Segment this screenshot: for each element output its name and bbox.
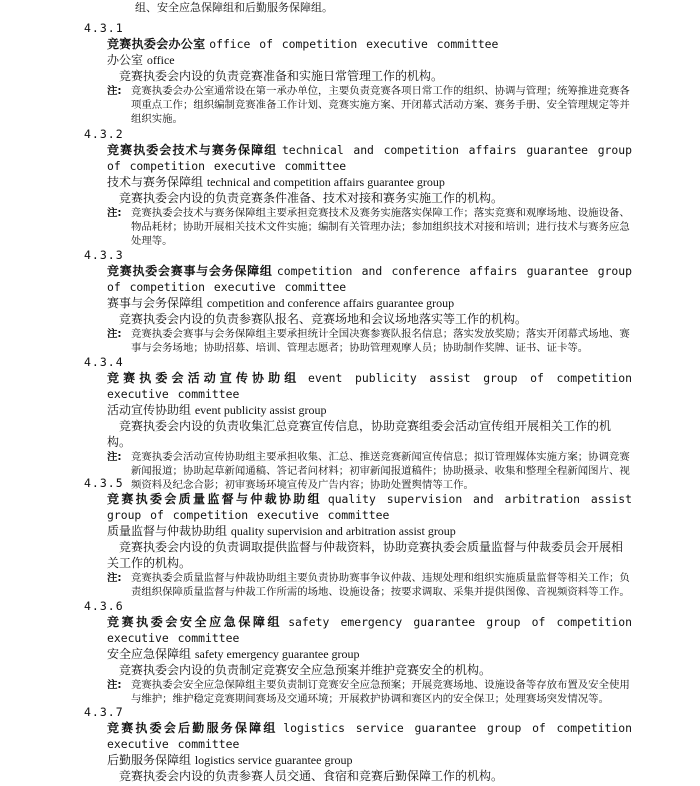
synonym-line	[107, 752, 632, 768]
synonym-line	[107, 174, 632, 190]
synonym-en: technical and competition affairs guarantee group	[206, 175, 445, 189]
term-heading	[107, 263, 632, 295]
term-heading	[107, 614, 632, 646]
synonym-zh: 技术与赛务保障组	[107, 175, 204, 189]
synonym-zh: 活动宣传协助组	[107, 403, 192, 417]
clause-4-3-3	[84, 247, 644, 355]
term-heading	[107, 36, 632, 52]
term-en: office of competition executive committee	[209, 37, 499, 51]
synonym-line	[107, 646, 632, 662]
clause-number: 4.3.1	[84, 21, 124, 35]
definition: 竞赛执委会内设的负责竞赛条件准备、技术对接和赛务实施工作的机构。	[119, 191, 504, 205]
term-zh: 竞赛执委会活动宣传协助组	[107, 371, 301, 385]
term-en: quality supervision and arbitration assist group of competition executive committee	[107, 492, 632, 522]
clause-number: 4.3.3	[84, 248, 124, 262]
clause-number: 4.3.5	[84, 476, 124, 490]
note-text: 竞赛执委会办公室通常设在第一承办单位，主要负责竞赛各项日常工作的组织、协调与管理；统筹推进竞赛各项重点工作；组织编制竞赛准备工作计划、竞赛实施方案、开闭幕式活动方案、赛务手册、安全管理规定等并组织实施。	[131, 85, 630, 125]
continued-text: 组、安全应急保障组和后勤服务保障组。	[135, 1, 333, 14]
definition: 竞赛执委会内设的负责参赛队报名、竞赛场地和会议场地落实等工作的机构。	[119, 312, 528, 326]
definition: 竞赛执委会内设的负责调取提供监督与仲裁资料，协助竞赛执委会质量监督与仲裁委员会开展相关工作的机构。	[107, 540, 624, 570]
note	[107, 678, 632, 706]
term-heading	[107, 142, 632, 174]
synonym-en: competition and conference affairs guarantee group	[206, 296, 455, 310]
term-zh: 竞赛执委会质量监督与仲裁协助组	[107, 492, 322, 506]
synonym-line	[107, 523, 632, 539]
term-zh: 竞赛执委会办公室	[107, 37, 206, 51]
synonym-zh: 质量监督与仲裁协助组	[107, 524, 228, 538]
term-zh: 竞赛执委会技术与赛务保障组	[107, 143, 278, 157]
term-zh: 竞赛执委会赛事与会务保障组	[107, 264, 273, 278]
note-label: 注:	[107, 679, 122, 691]
term-en: technical and competition affairs guarantee group of competition executive committee	[107, 143, 632, 173]
synonym-zh: 后勤服务保障组	[107, 753, 192, 767]
note-label: 注:	[107, 451, 122, 463]
synonym-line	[107, 402, 632, 418]
clause-4-3-6	[84, 598, 644, 706]
clause-4-3-2	[84, 126, 644, 248]
clause-number: 4.3.7	[84, 705, 124, 719]
definition: 竞赛执委会内设的负责收集汇总竞赛宣传信息，协助竞赛组委会活动宣传组开展相关工作的机构。	[107, 419, 612, 449]
term-en: competition and conference affairs guarantee group of competition executive committee	[107, 264, 632, 294]
synonym-zh: 安全应急保障组	[107, 647, 192, 661]
note-label: 注:	[107, 207, 122, 219]
clause-number: 4.3.4	[84, 355, 124, 369]
term-heading	[107, 491, 632, 523]
definition: 竞赛执委会内设的负责制定竞赛安全应急预案并维护竞赛安全的机构。	[119, 663, 492, 677]
synonym-en: logistics service guarantee group	[194, 753, 353, 767]
note-label: 注:	[107, 85, 122, 97]
definition: 竞赛执委会内设的负责竞赛准备和实施日常管理工作的机构。	[119, 69, 444, 83]
synonym-line	[107, 52, 632, 68]
note-text: 竞赛执委会活动宣传协助组主要承担收集、汇总、推送竞赛新闻宣传信息；拟订管理媒体实施方案；协调竞赛新闻报道；协助起草新闻通稿、答记者问材料；初审新闻报道稿件；协助摄录、收集和整理全程新闻图片、视频资料及纪念合影；初审赛场环境宣传及广告内容；协助处置舆情等工作。	[131, 451, 630, 491]
synonym-line	[107, 295, 632, 311]
note	[107, 571, 632, 599]
synonym-zh: 办公室	[107, 53, 144, 67]
term-en: safety emergency guarantee group of competition executive committee	[107, 615, 632, 645]
clause-number: 4.3.6	[84, 599, 124, 613]
term-zh: 竞赛执委会安全应急保障组	[107, 615, 283, 629]
clause-4-3-1	[84, 20, 644, 126]
clause-4-3-4	[84, 354, 644, 492]
note-text: 竞赛执委会赛事与会务保障组主要承担统计全国决赛参赛队报名信息；落实发放奖励；落实开闭幕式场地、赛事与会务场地；协助招募、培训、管理志愿者；协助管理观摩人员；协助制作奖牌、证书、证卡等。	[131, 328, 630, 354]
definition: 竞赛执委会内设的负责参赛人员交通、食宿和竞赛后勤保障工作的机构。	[119, 769, 504, 783]
note-text: 竞赛执委会质量监督与仲裁协助组主要负责协助赛事争议仲裁、违规处理和组织实施质量监督等相关工作；负责组织保障质量监督与仲裁工作所需的场地、设施设备；按要求调取、采集并提供图像、音视频资料等工作。	[131, 572, 630, 598]
term-en: logistics service guarantee group of competition executive committee	[107, 721, 632, 751]
note	[107, 84, 632, 126]
note-text: 竞赛执委会安全应急保障组主要负责制订竞赛安全应急预案；开展竞赛场地、设施设备等存放布置及安全使用与维护；维护稳定竞赛期间赛场及交通环境；开展救护协调和赛区内的安全保卫；处理赛场突发情况等。	[131, 679, 630, 705]
note-label: 注:	[107, 572, 122, 584]
synonym-en: office	[146, 53, 175, 67]
synonym-en: quality supervision and arbitration assist group	[230, 524, 456, 538]
note	[107, 206, 632, 248]
note-label: 注:	[107, 328, 122, 340]
synonym-zh: 赛事与会务保障组	[107, 296, 204, 310]
synonym-en: safety emergency guarantee group	[194, 647, 360, 661]
synonym-en: event publicity assist group	[194, 403, 327, 417]
clause-4-3-5	[84, 475, 644, 599]
term-zh: 竞赛执委会后勤服务保障组	[107, 721, 278, 735]
note	[107, 327, 632, 355]
term-en: event publicity assist group of competition executive committee	[107, 371, 632, 401]
term-heading	[107, 720, 632, 752]
note-text: 竞赛执委会技术与赛务保障组主要承担竞赛技术及赛务实施落实保障工作；落实竞赛和观摩场地、设施设备、物品耗材；协助开展相关技术文件实施；编制有关管理办法；参加组织技术对接和培训；进行技术与赛务应急处理等。	[131, 207, 630, 247]
clause-4-3-7	[84, 704, 644, 784]
term-heading	[107, 370, 632, 402]
clause-number: 4.3.2	[84, 127, 124, 141]
